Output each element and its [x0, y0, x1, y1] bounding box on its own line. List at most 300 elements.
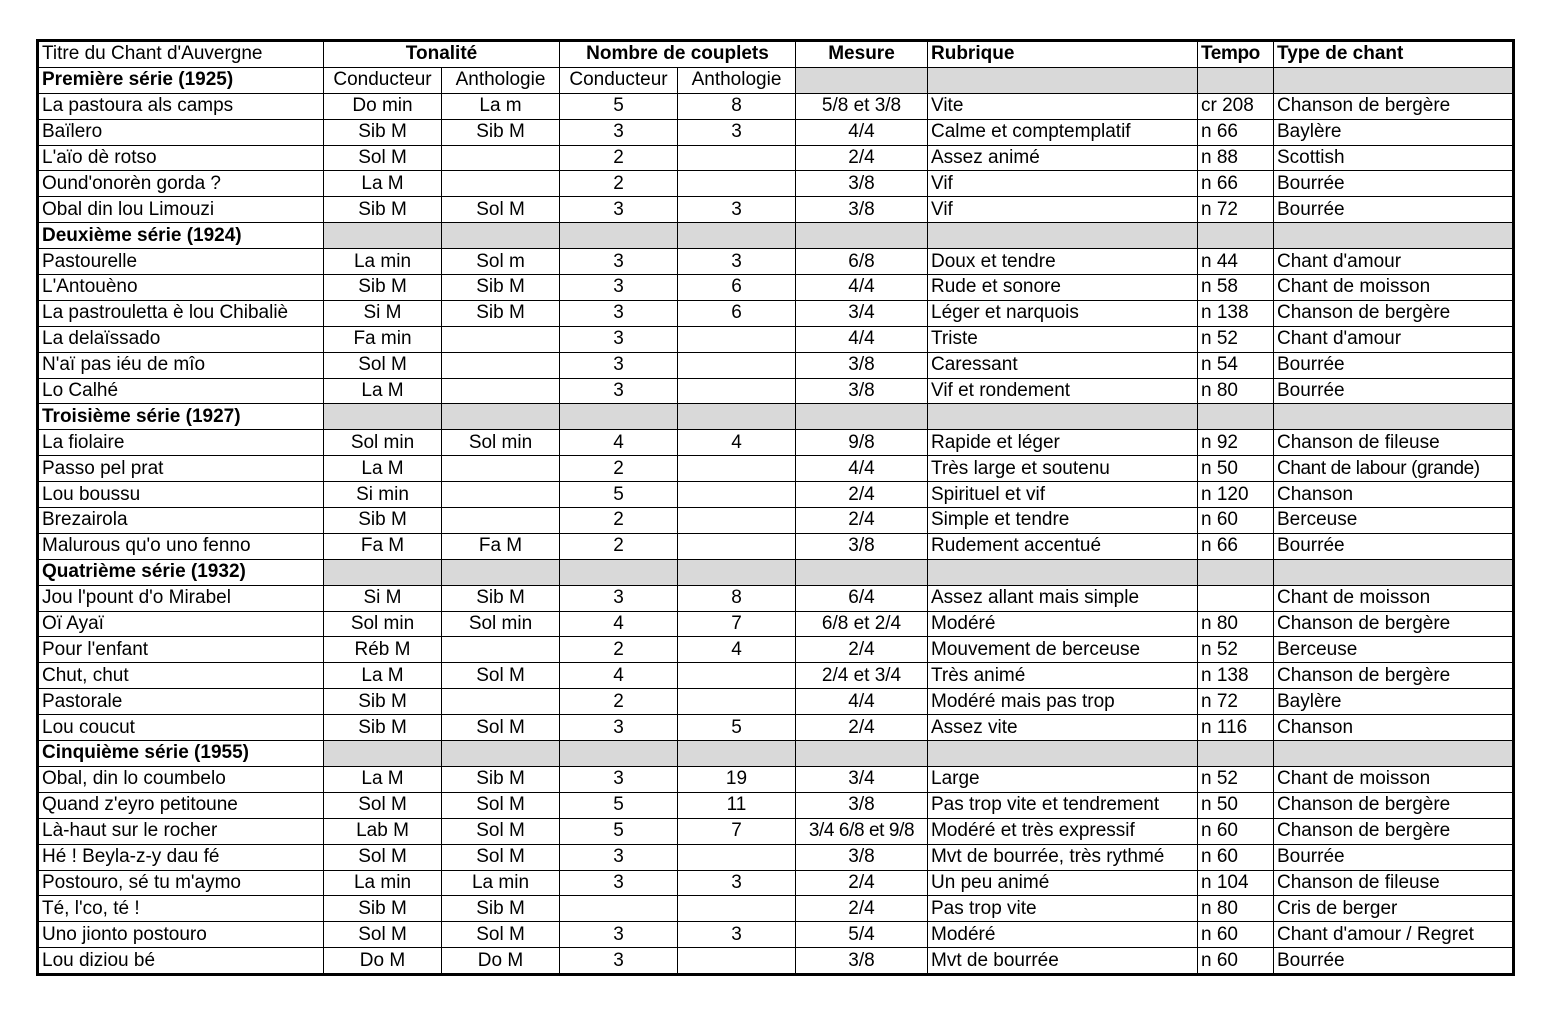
tonalite-conducteur: Lab M — [324, 818, 442, 844]
song-title: La delaïssado — [38, 326, 324, 352]
song-title: Oï Ayaï — [38, 611, 324, 637]
tempo: n 60 — [1198, 818, 1274, 844]
header-mesure: Mesure — [796, 41, 928, 68]
song-title: Passo pel prat — [38, 456, 324, 482]
tonalite-anthologie — [442, 637, 560, 663]
tempo: n 72 — [1198, 689, 1274, 715]
type-de-chant: Bourrée — [1274, 171, 1514, 197]
couplets-conducteur: 2 — [560, 456, 678, 482]
tempo: n 80 — [1198, 611, 1274, 637]
rubrique: Simple et tendre — [928, 508, 1198, 534]
empty-cell — [324, 404, 442, 430]
table-row — [38, 870, 1514, 896]
couplets-anthologie: 3 — [678, 119, 796, 145]
tempo: n 52 — [1198, 326, 1274, 352]
tonalite-conducteur: Sib M — [324, 715, 442, 741]
song-title: Chut, chut — [38, 663, 324, 689]
couplets-anthologie — [678, 145, 796, 171]
mesure: 4/4 — [796, 326, 928, 352]
song-title: Pastourelle — [38, 249, 324, 275]
rubrique: Doux et tendre — [928, 249, 1198, 275]
song-title: L'Antouèno — [38, 275, 324, 301]
mesure: 2/4 — [796, 896, 928, 922]
couplets-anthologie — [678, 533, 796, 559]
couplets-anthologie: 6 — [678, 275, 796, 301]
type-de-chant: Bourrée — [1274, 197, 1514, 223]
empty-cell — [928, 559, 1198, 585]
tempo: n 80 — [1198, 896, 1274, 922]
table-row — [38, 326, 1514, 352]
rubrique: Mvt de bourrée, très rythmé — [928, 844, 1198, 870]
mesure: 3/4 — [796, 766, 928, 792]
mesure: 3/4 — [796, 300, 928, 326]
tonalite-conducteur: Sol M — [324, 352, 442, 378]
empty-cell — [1274, 404, 1514, 430]
mesure: 3/8 — [796, 378, 928, 404]
couplets-conducteur: 2 — [560, 637, 678, 663]
tonalite-conducteur: Do M — [324, 948, 442, 975]
tonalite-conducteur: Si min — [324, 482, 442, 508]
type-de-chant: Chanson de bergère — [1274, 93, 1514, 119]
tempo: n 66 — [1198, 119, 1274, 145]
table-row — [38, 948, 1514, 975]
rubrique: Modéré — [928, 922, 1198, 948]
table-row — [38, 663, 1514, 689]
tempo: n 80 — [1198, 378, 1274, 404]
song-title: Té, l'co, té ! — [38, 896, 324, 922]
series-header-row — [38, 67, 1514, 93]
couplets-conducteur: 3 — [560, 326, 678, 352]
couplets-conducteur: 3 — [560, 378, 678, 404]
empty-cell — [324, 741, 442, 767]
rubrique: Vif — [928, 171, 1198, 197]
song-title: Lo Calhé — [38, 378, 324, 404]
song-title: Malurous qu'o uno fenno — [38, 533, 324, 559]
series-title: Première série (1925) — [38, 67, 324, 93]
type-de-chant: Chanson de fileuse — [1274, 870, 1514, 896]
empty-cell — [796, 67, 928, 93]
table-row — [38, 533, 1514, 559]
tonalite-conducteur: La min — [324, 870, 442, 896]
empty-cell — [1198, 404, 1274, 430]
couplets-anthologie: 11 — [678, 792, 796, 818]
type-de-chant: Bourrée — [1274, 378, 1514, 404]
tonalite-anthologie — [442, 456, 560, 482]
mesure: 2/4 — [796, 145, 928, 171]
mesure: 4/4 — [796, 456, 928, 482]
couplets-conducteur: 2 — [560, 171, 678, 197]
couplets-conducteur: 3 — [560, 948, 678, 975]
tonalite-anthologie — [442, 508, 560, 534]
empty-cell — [796, 223, 928, 249]
mesure: 4/4 — [796, 119, 928, 145]
type-de-chant: Bourrée — [1274, 844, 1514, 870]
empty-cell — [442, 741, 560, 767]
rubrique: Calme et comptemplatif — [928, 119, 1198, 145]
empty-cell — [1274, 67, 1514, 93]
couplets-anthologie: 3 — [678, 870, 796, 896]
couplets-conducteur: 3 — [560, 922, 678, 948]
empty-cell — [1274, 223, 1514, 249]
rubrique: Modéré mais pas trop — [928, 689, 1198, 715]
series-header-row — [38, 741, 1514, 767]
mesure: 6/8 et 2/4 — [796, 611, 928, 637]
tonalite-anthologie — [442, 326, 560, 352]
empty-cell — [442, 404, 560, 430]
couplets-anthologie: 7 — [678, 818, 796, 844]
tonalite-conducteur: Sol M — [324, 792, 442, 818]
tonalite-conducteur: La M — [324, 171, 442, 197]
table-row — [38, 378, 1514, 404]
empty-cell — [928, 67, 1198, 93]
song-title: La pastoura als camps — [38, 93, 324, 119]
table-row — [38, 300, 1514, 326]
song-title: La pastrouletta è lou Chibaliè — [38, 300, 324, 326]
series-header-row — [38, 223, 1514, 249]
tonalite-conducteur: Si M — [324, 585, 442, 611]
couplets-conducteur: 3 — [560, 766, 678, 792]
type-de-chant: Baylère — [1274, 119, 1514, 145]
series-header-row — [38, 404, 1514, 430]
type-de-chant: Scottish — [1274, 145, 1514, 171]
empty-cell — [560, 741, 678, 767]
couplets-anthologie: 3 — [678, 197, 796, 223]
song-title: Postouro, sé tu m'aymo — [38, 870, 324, 896]
mesure: 5/4 — [796, 922, 928, 948]
song-title: Obal, din lo coumbelo — [38, 766, 324, 792]
tempo: n 60 — [1198, 922, 1274, 948]
table-row — [38, 456, 1514, 482]
couplets-anthologie — [678, 482, 796, 508]
header-couplets: Nombre de couplets — [560, 41, 796, 68]
tempo: n 54 — [1198, 352, 1274, 378]
tempo: n 66 — [1198, 171, 1274, 197]
tonalite-anthologie: Do M — [442, 948, 560, 975]
empty-cell — [928, 223, 1198, 249]
tempo: n 88 — [1198, 145, 1274, 171]
tonalite-conducteur: La M — [324, 378, 442, 404]
mesure: 3/8 — [796, 844, 928, 870]
tonalite-conducteur: Sol M — [324, 844, 442, 870]
couplets-anthologie: 4 — [678, 430, 796, 456]
type-de-chant: Chanson de fileuse — [1274, 430, 1514, 456]
song-title: Lou boussu — [38, 482, 324, 508]
table-row — [38, 249, 1514, 275]
empty-cell — [796, 404, 928, 430]
mesure: 3/8 — [796, 171, 928, 197]
rubrique: Mouvement de berceuse — [928, 637, 1198, 663]
tonalite-anthologie: Fa M — [442, 533, 560, 559]
tonalite-anthologie: La m — [442, 93, 560, 119]
couplets-conducteur: 5 — [560, 93, 678, 119]
rubrique: Vif et rondement — [928, 378, 1198, 404]
song-title: Là-haut sur le rocher — [38, 818, 324, 844]
rubrique: Assez animé — [928, 145, 1198, 171]
tonalite-anthologie: Sol M — [442, 844, 560, 870]
header-type: Type de chant — [1274, 41, 1514, 68]
couplets-anthologie — [678, 378, 796, 404]
couplets-conducteur: 3 — [560, 870, 678, 896]
song-title: Baïlero — [38, 119, 324, 145]
table-row — [38, 922, 1514, 948]
rubrique: Rudement accentué — [928, 533, 1198, 559]
rubrique: Très large et soutenu — [928, 456, 1198, 482]
rubrique: Large — [928, 766, 1198, 792]
tonalite-anthologie: Sol M — [442, 197, 560, 223]
tonalite-conducteur: Sib M — [324, 197, 442, 223]
tempo: n 60 — [1198, 844, 1274, 870]
tempo: n 138 — [1198, 300, 1274, 326]
table-row — [38, 197, 1514, 223]
type-de-chant: Chanson — [1274, 715, 1514, 741]
empty-cell — [1198, 559, 1274, 585]
table-body — [38, 41, 1514, 975]
mesure: 2/4 et 3/4 — [796, 663, 928, 689]
tonalite-conducteur: Fa min — [324, 326, 442, 352]
type-de-chant: Berceuse — [1274, 508, 1514, 534]
song-title: Ound'onorèn gorda ? — [38, 171, 324, 197]
tempo: n 60 — [1198, 508, 1274, 534]
type-de-chant: Chanson de bergère — [1274, 792, 1514, 818]
tonalite-anthologie: Sol min — [442, 430, 560, 456]
table-row — [38, 430, 1514, 456]
rubrique: Rapide et léger — [928, 430, 1198, 456]
header-tempo: Tempo — [1198, 41, 1274, 68]
tonalite-anthologie: Sib M — [442, 300, 560, 326]
type-de-chant: Chant de moisson — [1274, 275, 1514, 301]
tonalite-anthologie — [442, 145, 560, 171]
tonalite-anthologie: Sol M — [442, 818, 560, 844]
couplets-conducteur: 5 — [560, 818, 678, 844]
couplets-anthologie — [678, 508, 796, 534]
mesure: 2/4 — [796, 508, 928, 534]
type-de-chant: Cris de berger — [1274, 896, 1514, 922]
tonalite-anthologie — [442, 171, 560, 197]
rubrique: Pas trop vite — [928, 896, 1198, 922]
tonalite-conducteur: Sib M — [324, 119, 442, 145]
couplets-conducteur — [560, 896, 678, 922]
couplets-anthologie — [678, 844, 796, 870]
type-de-chant: Chant d'amour — [1274, 326, 1514, 352]
empty-cell — [1274, 741, 1514, 767]
couplets-conducteur: 3 — [560, 300, 678, 326]
empty-cell — [560, 559, 678, 585]
type-de-chant: Bourrée — [1274, 948, 1514, 975]
table-row — [38, 585, 1514, 611]
table-row — [38, 508, 1514, 534]
empty-cell — [1198, 67, 1274, 93]
series-title: Cinquième série (1955) — [38, 741, 324, 767]
couplets-conducteur: 3 — [560, 197, 678, 223]
couplets-anthologie — [678, 326, 796, 352]
tonalite-anthologie: Sib M — [442, 585, 560, 611]
couplets-anthologie: 3 — [678, 922, 796, 948]
couplets-conducteur: 3 — [560, 275, 678, 301]
series-title: Deuxième série (1924) — [38, 223, 324, 249]
table-row — [38, 352, 1514, 378]
couplets-conducteur: 3 — [560, 352, 678, 378]
mesure: 5/8 et 3/8 — [796, 93, 928, 119]
tonalite-conducteur: Fa M — [324, 533, 442, 559]
song-title: N'aï pas iéu de mîo — [38, 352, 324, 378]
mesure: 6/8 — [796, 249, 928, 275]
empty-cell — [678, 223, 796, 249]
couplets-anthologie: 3 — [678, 249, 796, 275]
table-row — [38, 792, 1514, 818]
tonalite-anthologie — [442, 482, 560, 508]
type-de-chant: Chanson — [1274, 482, 1514, 508]
tonalite-anthologie: Sol m — [442, 249, 560, 275]
header-title: Titre du Chant d'Auvergne — [38, 41, 324, 68]
tonalite-conducteur: Do min — [324, 93, 442, 119]
song-title: Obal din lou Limouzi — [38, 197, 324, 223]
rubrique: Triste — [928, 326, 1198, 352]
tempo: cr 208 — [1198, 93, 1274, 119]
rubrique: Vite — [928, 93, 1198, 119]
series-title: Quatrième série (1932) — [38, 559, 324, 585]
tonalite-conducteur: Sib M — [324, 896, 442, 922]
empty-cell — [324, 559, 442, 585]
table-row — [38, 482, 1514, 508]
couplets-anthologie: 7 — [678, 611, 796, 637]
empty-cell — [560, 223, 678, 249]
song-title: Jou l'pount d'o Mirabel — [38, 585, 324, 611]
couplets-conducteur: 2 — [560, 533, 678, 559]
tonalite-anthologie: Sol M — [442, 663, 560, 689]
rubrique: Mvt de bourrée — [928, 948, 1198, 975]
couplets-conducteur: 4 — [560, 663, 678, 689]
rubrique: Caressant — [928, 352, 1198, 378]
type-de-chant: Chant d'amour / Regret — [1274, 922, 1514, 948]
table-row — [38, 171, 1514, 197]
type-de-chant: Chant d'amour — [1274, 249, 1514, 275]
mesure: 3/8 — [796, 792, 928, 818]
rubrique: Pas trop vite et tendrement — [928, 792, 1198, 818]
type-de-chant: Baylère — [1274, 689, 1514, 715]
couplets-conducteur: 3 — [560, 249, 678, 275]
couplets-conducteur: 4 — [560, 611, 678, 637]
table-row — [38, 93, 1514, 119]
empty-cell — [1198, 223, 1274, 249]
tonalite-conducteur: Sol M — [324, 145, 442, 171]
type-de-chant: Bourrée — [1274, 352, 1514, 378]
empty-cell — [796, 559, 928, 585]
tempo: n 50 — [1198, 792, 1274, 818]
empty-cell — [678, 559, 796, 585]
tonalite-conducteur: La M — [324, 663, 442, 689]
subheader-anthologie: Anthologie — [442, 67, 560, 93]
tonalite-conducteur: Si M — [324, 300, 442, 326]
type-de-chant: Chant de moisson — [1274, 766, 1514, 792]
mesure: 4/4 — [796, 275, 928, 301]
tonalite-conducteur: La M — [324, 766, 442, 792]
type-de-chant: Chant de labour (grande) — [1274, 456, 1514, 482]
couplets-conducteur: 2 — [560, 508, 678, 534]
tonalite-conducteur: Sol M — [324, 922, 442, 948]
table-row — [38, 119, 1514, 145]
tempo — [1198, 585, 1274, 611]
table-row — [38, 611, 1514, 637]
rubrique: Un peu animé — [928, 870, 1198, 896]
tonalite-anthologie: Sib M — [442, 896, 560, 922]
empty-cell — [928, 404, 1198, 430]
mesure: 2/4 — [796, 715, 928, 741]
mesure: 3/8 — [796, 197, 928, 223]
table-row — [38, 275, 1514, 301]
mesure: 2/4 — [796, 482, 928, 508]
table-row — [38, 844, 1514, 870]
type-de-chant: Bourrée — [1274, 533, 1514, 559]
tonalite-anthologie: Sib M — [442, 275, 560, 301]
empty-cell — [324, 223, 442, 249]
tempo: n 52 — [1198, 766, 1274, 792]
tonalite-anthologie: Sol M — [442, 922, 560, 948]
empty-cell — [1198, 741, 1274, 767]
type-de-chant: Chanson de bergère — [1274, 611, 1514, 637]
tempo: n 44 — [1198, 249, 1274, 275]
table-row — [38, 689, 1514, 715]
tonalite-anthologie: Sib M — [442, 119, 560, 145]
mesure: 3/8 — [796, 352, 928, 378]
rubrique: Vif — [928, 197, 1198, 223]
rubrique: Léger et narquois — [928, 300, 1198, 326]
table-row — [38, 145, 1514, 171]
type-de-chant: Chanson de bergère — [1274, 818, 1514, 844]
tonalite-conducteur: La min — [324, 249, 442, 275]
series-title: Troisième série (1927) — [38, 404, 324, 430]
couplets-anthologie — [678, 689, 796, 715]
song-title: Lou coucut — [38, 715, 324, 741]
tempo: n 104 — [1198, 870, 1274, 896]
couplets-conducteur: 2 — [560, 145, 678, 171]
couplets-anthologie: 6 — [678, 300, 796, 326]
tonalite-conducteur: Sol min — [324, 430, 442, 456]
table-row — [38, 766, 1514, 792]
rubrique: Assez allant mais simple — [928, 585, 1198, 611]
song-title: Pour l'enfant — [38, 637, 324, 663]
tonalite-anthologie: Sol min — [442, 611, 560, 637]
mesure: 9/8 — [796, 430, 928, 456]
couplets-anthologie: 8 — [678, 585, 796, 611]
mesure: 6/4 — [796, 585, 928, 611]
mesure: 2/4 — [796, 870, 928, 896]
tempo: n 72 — [1198, 197, 1274, 223]
song-title: Hé ! Beyla-z-y dau fé — [38, 844, 324, 870]
tempo: n 92 — [1198, 430, 1274, 456]
type-de-chant: Chant de moisson — [1274, 585, 1514, 611]
mesure: 3/8 — [796, 533, 928, 559]
mesure: 3/4 6/8 et 9/8 — [796, 818, 928, 844]
empty-cell — [1274, 559, 1514, 585]
tonalite-anthologie: La min — [442, 870, 560, 896]
tonalite-anthologie — [442, 689, 560, 715]
song-title: Pastorale — [38, 689, 324, 715]
tonalite-anthologie: Sol M — [442, 715, 560, 741]
couplets-conducteur: 3 — [560, 585, 678, 611]
song-title: Brezairola — [38, 508, 324, 534]
couplets-anthologie — [678, 171, 796, 197]
rubrique: Spirituel et vif — [928, 482, 1198, 508]
tonalite-conducteur: Sib M — [324, 689, 442, 715]
mesure: 2/4 — [796, 637, 928, 663]
couplets-anthologie: 5 — [678, 715, 796, 741]
type-de-chant: Chanson de bergère — [1274, 300, 1514, 326]
tonalite-conducteur: La M — [324, 456, 442, 482]
couplets-anthologie: 4 — [678, 637, 796, 663]
mesure: 3/8 — [796, 948, 928, 975]
empty-cell — [560, 404, 678, 430]
tempo: n 66 — [1198, 533, 1274, 559]
